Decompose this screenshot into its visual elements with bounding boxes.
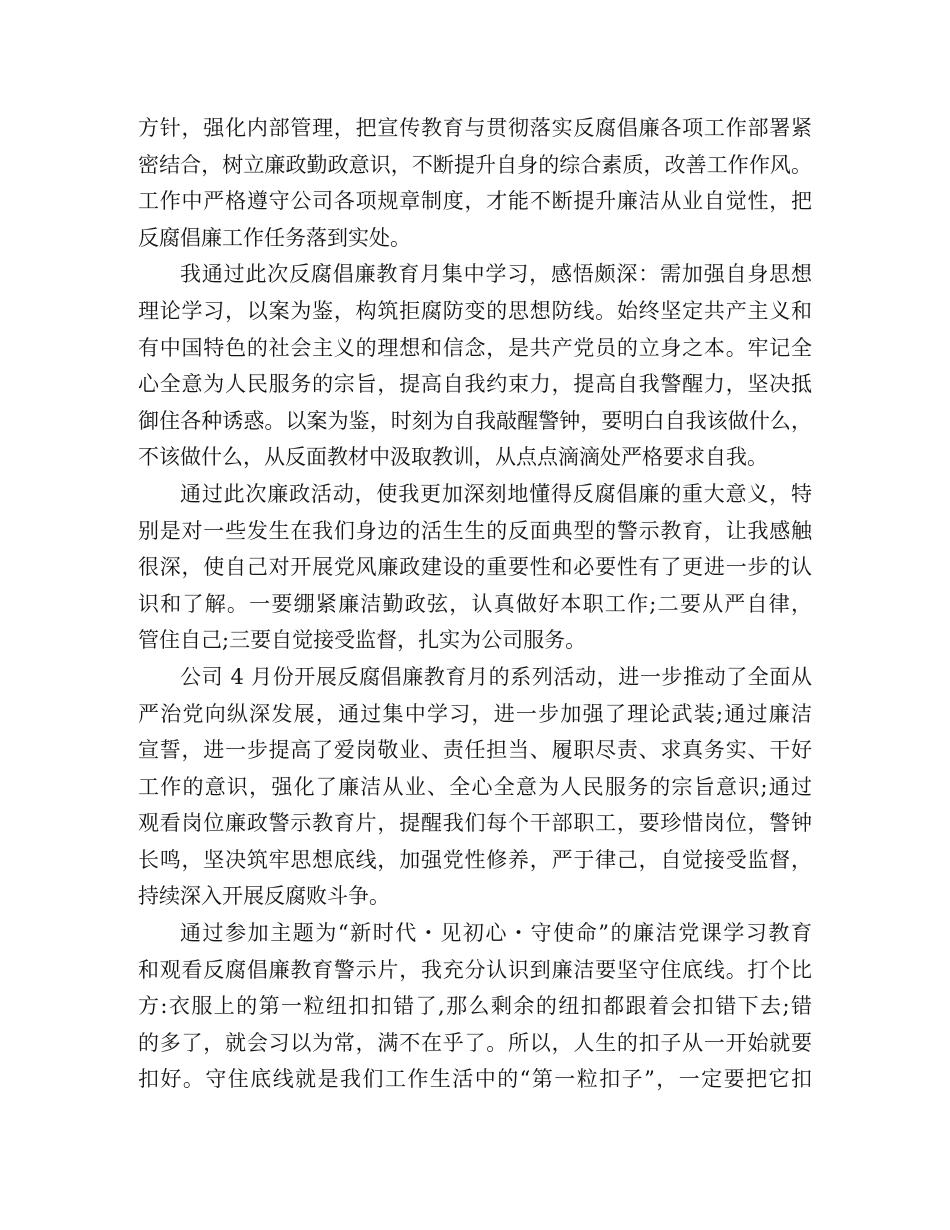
text-line: 不该做什么，从反面教材中汲取教训，从点点滴滴处严格要求自我。 [138, 445, 768, 470]
text-line: 理论学习，以案为鉴，构筑拒腐防变的思想防线。始终坚定共产主义和 [138, 298, 812, 323]
text-line: 方:衣服上的第一粒纽扣扣错了,那么剩余的纽扣都跟着会扣错下去;错 [138, 994, 812, 1019]
text-line: 持续深入开展反腐败斗争。 [138, 884, 390, 909]
paragraph-2 [138, 256, 812, 476]
text-line: 公司 4 月份开展反腐倡廉教育月的系列活动，进一步推动了全面从 [180, 664, 812, 689]
paragraph-3 [138, 476, 812, 659]
text-line: 严治党向纵深发展，通过集中学习，进一步加强了理论武装;通过廉洁 [138, 701, 812, 726]
document-body [138, 110, 812, 1098]
paragraph-4 [138, 659, 812, 915]
text-line: 工作的意识，强化了廉洁从业、全心全意为人民服务的宗旨意识;通过 [138, 774, 812, 799]
text-line: 和观看反腐倡廉教育警示片，我充分认识到廉洁要坚守住底线。打个比 [138, 957, 812, 982]
text-line: 别是对一些发生在我们身边的活生生的反面典型的警示教育，让我感触 [138, 518, 812, 543]
text-line: 有中国特色的社会主义的理想和信念，是共产党员的立身之本。牢记全 [138, 335, 812, 360]
text-line: 我通过此次反腐倡廉教育月集中学习，感悟颇深：需加强自身思想 [180, 262, 812, 287]
text-line: 工作中严格遵守公司各项规章制度，才能不断提升廉洁从业自觉性，把 [138, 189, 812, 214]
text-line: 识和了解。一要绷紧廉洁勤政弦，认真做好本职工作;二要从严自律， [138, 591, 812, 616]
text-line: 心全意为人民服务的宗旨，提高自我约束力，提高自我警醒力，坚决抵 [138, 372, 812, 397]
text-line: 通过此次廉政活动，使我更加深刻地懂得反腐倡廉的重大意义，特 [180, 481, 812, 506]
text-line: 管住自己;三要自觉接受监督，扎实为公司服务。 [138, 628, 587, 653]
text-line: 长鸣，坚决筑牢思想底线，加强党性修养，严于律己，自觉接受监督， [138, 847, 812, 872]
text-line: 反腐倡廉工作任务落到实处。 [138, 225, 411, 250]
text-line: 密结合，树立廉政勤政意识，不断提升自身的综合素质，改善工作作风。 [138, 152, 812, 177]
text-line: 扣好。守住底线就是我们工作生活中的“第一粒扣子”，一定要把它扣 [138, 1067, 812, 1092]
paragraph-1 [138, 110, 812, 256]
text-line: 宣誓，进一步提高了爱岗敬业、责任担当、履职尽责、求真务实、干好 [138, 738, 812, 763]
text-line: 的多了，就会习以为常，满不在乎了。所以，人生的扣子从一开始就要 [138, 1030, 812, 1055]
text-line: 方针，强化内部管理，把宣传教育与贯彻落实反腐倡廉各项工作部署紧 [138, 116, 812, 140]
text-line: 御住各种诱惑。以案为鉴，时刻为自我敲醒警钟，要明白自我该做什么， [138, 408, 812, 433]
text-line: 很深，使自己对开展党风廉政建设的重要性和必要性有了更进一步的认 [138, 555, 812, 580]
paragraph-5 [138, 915, 812, 1098]
text-line: 观看岗位廉政警示教育片，提醒我们每个干部职工，要珍惜岗位，警钟 [138, 811, 812, 836]
text-line: 通过参加主题为“新时代・见初心・守使命”的廉洁党课学习教育 [180, 921, 812, 946]
